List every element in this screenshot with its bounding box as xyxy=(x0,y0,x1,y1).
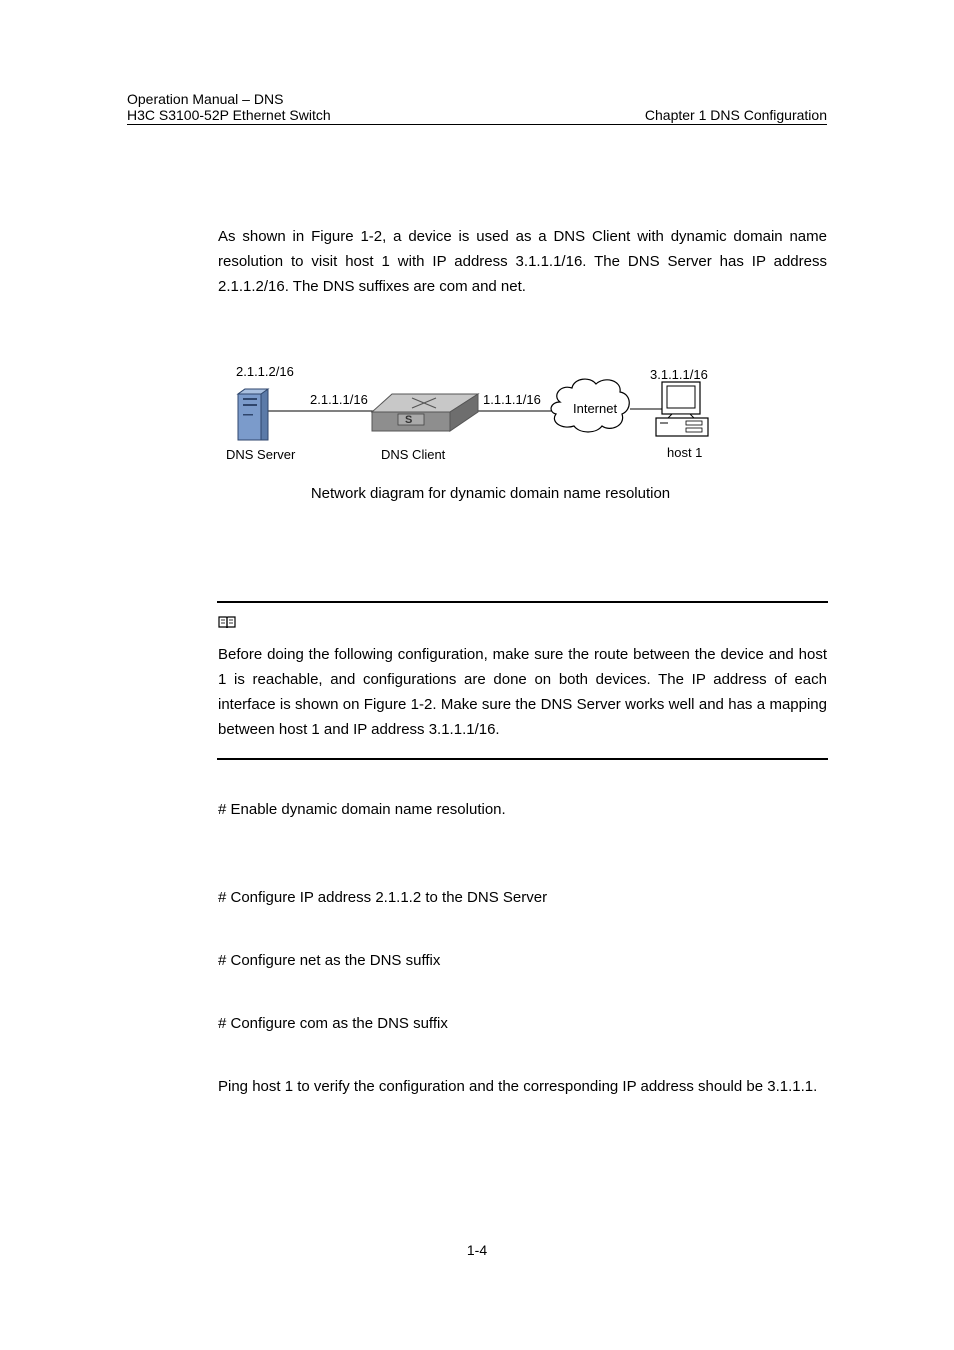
client-left-ip-label: 2.1.1.1/16 xyxy=(310,392,368,407)
server-ip-label: 2.1.1.2/16 xyxy=(236,364,294,379)
host-computer-icon xyxy=(656,382,708,436)
note-top-rule xyxy=(217,601,828,603)
chapter-title: Chapter 1 DNS Configuration xyxy=(644,107,827,123)
product-name: H3C S3100-52P Ethernet Switch xyxy=(127,107,331,123)
book-icon xyxy=(218,615,236,634)
note-text: Before doing the following configuration, make sure the route between the device and host 1 is reachable, and configurations are done on both devices. The IP address of each interface is shown on Figure 1-2. Make sure the DNS Server works well and has a mapping between host 1 and IP address 3.1.1.1/16. xyxy=(218,646,827,738)
step-suffix-com: # Configure com as the DNS suffix xyxy=(218,1015,448,1032)
host-ip-label: 3.1.1.1/16 xyxy=(650,367,708,382)
switch-icon xyxy=(372,394,478,431)
manual-title: Operation Manual – DNS xyxy=(127,91,284,107)
dns-server-icon xyxy=(238,389,268,440)
diagram-graphics xyxy=(0,0,954,480)
internet-label: Internet xyxy=(573,401,618,416)
server-label: DNS Server xyxy=(226,447,296,462)
client-label: DNS Client xyxy=(381,447,446,462)
figure-caption: Network diagram for dynamic domain name resolution xyxy=(310,485,671,502)
host-label: host 1 xyxy=(667,445,703,460)
network-diagram xyxy=(0,0,954,520)
client-right-ip-label: 1.1.1.1/16 xyxy=(483,392,541,407)
verify-paragraph: Ping host 1 to verify the configuration and the corresponding IP address should be 3.1.1.1. xyxy=(218,1078,818,1095)
switch-badge: S xyxy=(405,414,413,426)
step-suffix-net: # Configure net as the DNS suffix xyxy=(218,952,441,969)
step-enable-dynamic: # Enable dynamic domain name resolution. xyxy=(218,801,506,818)
page-number: 1-4 xyxy=(466,1242,488,1258)
step-configure-server: # Configure IP address 2.1.1.2 to the DNS Server xyxy=(218,889,548,906)
note-bottom-rule xyxy=(217,758,828,760)
intro-paragraph: As shown in Figure 1-2, a device is used as a DNS Client with dynamic domain name resolution to visit host 1 with IP address 3.1.1.1/16. The DNS Server has IP address 2.1.1.2/16. The DNS suffixes are com and net. xyxy=(218,228,827,295)
